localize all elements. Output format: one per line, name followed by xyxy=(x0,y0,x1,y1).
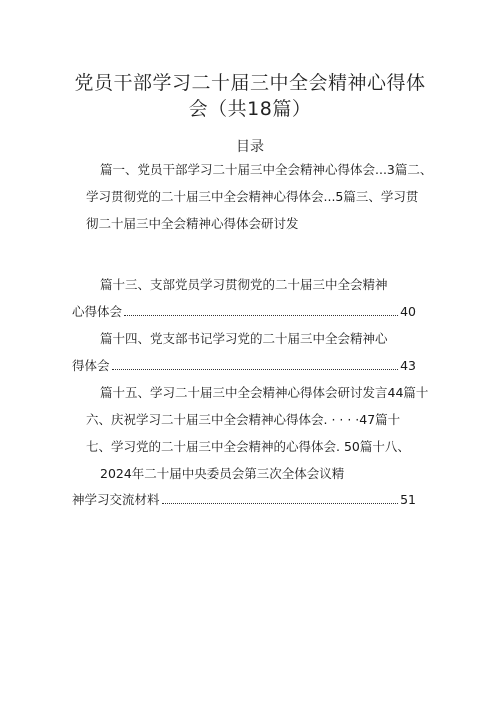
toc-entry-14-page: 43 xyxy=(400,358,416,373)
dot-leader xyxy=(162,502,399,504)
toc-entry-18-title: 神学习交流材料 xyxy=(72,492,160,507)
toc-line: 彻二十届三中全会精神心得体会研讨发 xyxy=(86,216,299,231)
toc-line: 学习贯彻党的二十届三中全会精神心得体会...5篇三、学习贯 xyxy=(86,189,419,204)
toc-line: 2024年二十届中央委员会第三次全体会议精 xyxy=(100,466,345,481)
document-title-line-2: 会（共18篇） xyxy=(188,98,312,120)
toc-entry-14 xyxy=(72,356,416,374)
toc-entry-13-title: 心得体会 xyxy=(72,304,123,319)
toc-entry-18-page: 51 xyxy=(400,492,416,507)
toc-entry-14-line-1: 篇十四、党支部书记学习党的二十届三中全会精神心 xyxy=(100,331,388,346)
toc-heading: 目录 xyxy=(236,139,264,155)
document-title-line-1: 党员干部学习二十届三中全会精神心得体 xyxy=(74,72,426,94)
toc-line: 篇十五、学习二十届三中全会精神心得体会研讨发言44篇十 xyxy=(100,385,429,400)
toc-line: 六、庆祝学习二十届三中全会精神心得体会. · · · ·47篇十 xyxy=(86,412,401,427)
toc-entry-18 xyxy=(72,490,416,508)
toc-line: 七、学习党的二十届三中全会精神的心得体会. 50篇十八、 xyxy=(86,439,410,454)
dot-leader xyxy=(124,314,398,316)
toc-entry-13 xyxy=(72,302,416,320)
toc-line: 篇一、党员干部学习二十届三中全会精神心得体会...3篇二、 xyxy=(100,162,433,177)
dot-leader xyxy=(112,368,399,370)
toc-entry-13-line-1: 篇十三、支部党员学习贯彻党的二十届三中全会精神 xyxy=(100,277,388,292)
toc-entry-14-title: 得体会 xyxy=(72,358,110,373)
toc-entry-13-page: 40 xyxy=(400,304,416,319)
